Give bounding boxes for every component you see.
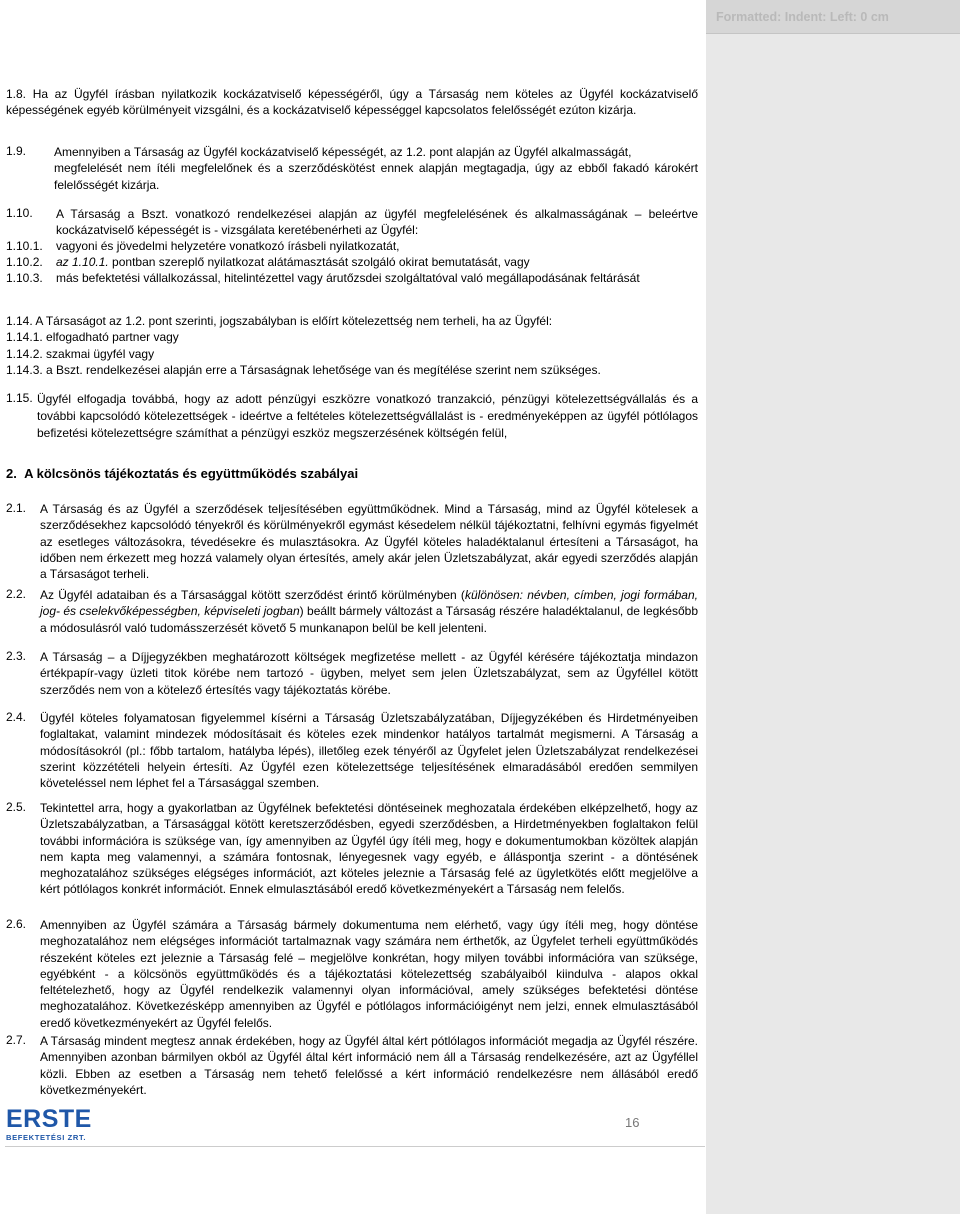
- paragraph-text: Ha az Ügyfél írásban nyilatkozik kockázatviselő képességéről, úgy a Társaság nem köteles az Ügyfél kockázatviselő képességének egyéb körülményeit vizsgálni, és a kockázatviselő képességgel kapcsolatos felelősségét ezúton kizárja.: [6, 87, 698, 118]
- paragraph-line: 1.14. A Társaságot az 1.2. pont szerinti, jogszabályban is előírt kötelezettség nem terheli, ha az Ügyfél:: [6, 314, 553, 328]
- paragraph-text: Az Ügyfél adataiban és a Társasággal kötött szerződést érintő körülményben (: [40, 588, 465, 602]
- logo-subtitle: BEFEKTETÉSI ZRT.: [6, 1133, 87, 1142]
- paragraph-2-5: [40, 800, 698, 898]
- paragraph-number: 2.3.: [6, 649, 27, 663]
- paragraph-text: megfelelését nem ítéli megfelelőnek és a szerződéskötést ennek alapján megtagadja, úgy az ebből fakadó károkért felelősségét kizárja.: [54, 161, 698, 192]
- section-heading: [6, 466, 358, 481]
- paragraph-text: Ügyfél elfogadja továbbá, hogy az adott pénzügyi eszközre vonatkozó tranzakció, pénzügyi kötelezettségvállalás és a további kapcsolódó kötelezettségek - ideértve a feltételes kötelezettségvállalást is - eredményeképpen az ügyfél pótlólagos befizetési kötelezettségre számíthat a pénzügyi eszköz megszerzésének költségén felül,: [37, 392, 698, 440]
- paragraph-number: 2.6.: [6, 917, 27, 931]
- list-item-number: 1.10.3.: [6, 271, 43, 285]
- list-item-reference: az 1.10.1.: [56, 255, 109, 269]
- paragraph-text: A Társaság a Bszt. vonatkozó rendelkezései alapján az ügyfél megfelelésének és alkalmasságának – beleértve kockázatviselő képességét is - vizsgálata keretébenérheti az Ügyfél:: [56, 207, 698, 238]
- paragraph-number: 2.2.: [6, 587, 27, 601]
- list-item: [6, 238, 706, 254]
- paragraph-italic-text: különösen: névben, címben, jogi formában, jog- és cselekvőképességben, képviseleti jogban: [40, 588, 698, 619]
- paragraph-2-4: [40, 710, 698, 791]
- paragraph-number: 2.7.: [6, 1033, 27, 1047]
- paragraph-number: 1.10.: [6, 206, 33, 220]
- paragraph-text: Amennyiben az Ügyfél számára a Társaság bármely dokumentuma nem elérhető, vagy úgy ítéli meg, hogy döntése meghozatalához nem elégséges információt tartalmaznak vagy számára nem érthetők, az Ügyfelet terheli együttműködés részeként köteles ezt jeleznie a Társaság felé – megjelölve konkrétan, hogy milyen további információra van szüksége, egyébként - a kölcsönös együttműködés és a tájékoztatási kötelezettség szabályaiból kiindulva - alapos okkal feltételezhető, hogy az Ügyfél rendelkezik valamennyi olyan információval, amely szükséges befektetési döntése meghozatalához. Következésképp amennyiben az Ügyfél e pótlólagos információigényt nem jelzi, ennek elmulasztásából eredő következményekért az Ügyfél felelős.: [40, 918, 698, 1030]
- paragraph-1-14: [6, 313, 706, 378]
- paragraph-line: 1.14.3. a Bszt. rendelkezései alapján erre a Társaságnak lehetősége van és megítélése szerint nem szükséges.: [6, 362, 601, 377]
- paragraph-1-8: [6, 86, 698, 119]
- paragraph-1-10: [56, 206, 698, 239]
- page-bottom-divider: [5, 1146, 705, 1147]
- list-item-text: pontban szereplő nyilatkozat alátámasztását szolgáló okirat bemutatását, vagy: [108, 255, 530, 269]
- paragraph-number: 1.15.: [6, 391, 33, 405]
- paragraph-number: 2.4.: [6, 710, 27, 724]
- paragraph-text: Tekintettel arra, hogy a gyakorlatban az Ügyfélnek befektetési döntéseinek meghozatala érdekében elképzelhető, hogy az Üzletszabályzatban, a Társasággal kötött keretszerződésben, egyedi szerződésben, a Hirdetményekben foglaltakon felül további információra is szüksége van, így amennyiben az Ügyfél úgy ítéli meg, hogy e dokumentumokban közöltek alapján nem kapta meg valamennyi, a számára fontosnak, lényegesnek vagy egyéb, e álláspontja szerint - a döntésének meghozatalához szükséges elégséges információt, azt köteles jeleznie a Társaság felé az ügyletkötés előtt megjelölve a kért pótlólagos konkrét információt. Ennek elmulasztásából eredő következményekért a Társaság nem felelős.: [40, 801, 698, 897]
- erste-logo: [6, 1106, 90, 1142]
- formatting-balloon: Formatted: Indent: Left: 0 cm: [706, 0, 960, 34]
- comment-sidebar: [706, 0, 960, 1214]
- paragraph-first-line: Amennyiben a Társaság az Ügyfél kockázatviselő képességét, az 1.2. pont alapján az Ügyfél alkalmasságát,: [54, 145, 632, 159]
- paragraph-2-6: [40, 917, 698, 1031]
- paragraph-number: 2.5.: [6, 800, 27, 814]
- paragraph-number: 1.9.: [6, 144, 27, 158]
- paragraph-line: 1.14.1. elfogadható partner vagy: [6, 330, 179, 345]
- list-item-text: más befektetési vállalkozással, hitelintézettel vagy árutőzsdei szolgáltatóval való megállapodásának feltárását: [56, 271, 640, 285]
- section-number: 2.: [6, 466, 17, 481]
- paragraph-1-9: [54, 144, 698, 193]
- section-title: A kölcsönös tájékoztatás és együttműködés szabályai: [24, 466, 359, 481]
- paragraph-2-2: [40, 587, 698, 636]
- logo-wordmark: ERSTE: [6, 1105, 92, 1133]
- paragraph-line: 1.14.2. szakmai ügyfél vagy: [6, 346, 155, 361]
- list-item-number: 1.10.1.: [6, 239, 43, 253]
- paragraph-number: 1.8.: [6, 87, 27, 101]
- paragraph-2-1: [40, 501, 698, 582]
- list-item-text: vagyoni és jövedelmi helyzetére vonatkozó írásbeli nyilatkozatát,: [56, 239, 400, 253]
- paragraph-2-7: [40, 1033, 698, 1098]
- paragraph-text: ) beállt bármely változást a Társaság részére haladéktalanul, de legkésőbb a módosulásról való tudomásszerzését követő 5 munkanapon belül be kell jelenteni.: [40, 604, 698, 635]
- paragraph-text: A Társaság – a Díjjegyzékben meghatározott költségek megfizetése mellett - az Ügyfél kérésére tájékoztatja mindazon értékpapír-vagy üzleti titok körébe nem tartozó - ügyben, melyet sem jelen Üzletszabályzat, sem az Ügyféllel kötött szerződés nem von a kötelező értesítés vagy tájékoztatás körébe.: [40, 650, 698, 697]
- paragraph-1-15: [37, 391, 698, 442]
- list-item: [6, 270, 706, 286]
- paragraph-number: 2.1.: [6, 501, 27, 515]
- paragraph-text: A Társaság és az Ügyfél a szerződések teljesítésében együttműködnek. Mind a Társaság, mind az Ügyfél kötelesek a szerződésekhez kapcsolódó tényekről és körülményekről egymást késedelem nélkül tájékoztatni, felhívni egymás figyelmét az esetleges változásokra, tévedésekre és mulasztásokra. Az Ügyfél köteles haladéktalanul értesíteni a Társaságot, ha időben nem érkezett meg hozzá valamely olyan értesítés, amely akár jelen Üzletszabályzat, akár egyedi szerződés alapján a Társaságot terheli.: [40, 502, 698, 582]
- list-item-number: 1.10.2.: [6, 255, 43, 269]
- paragraph-text: Ügyfél köteles folyamatosan figyelemmel kísérni a Társaság Üzletszabályzatában, Díjjegyzékében és Hirdetményeiben foglaltakat, valamint mindezek módosításait és köteles ezek mindenkor hatályos tartalmát megismerni. A Társaság a módosításokról (pl.: főbb tartalom, hatályba lépés), illetőleg ezek tényéről az Ügyfelet jelen Üzletszabályzat rendelkezései szerint közzétételi helyein értesíti. Az Ügyfél ezen kötelezettsége teljesítésének elmaradásából eredően semmilyen követeléssel nem léphet fel a Társasággal szemben.: [40, 711, 698, 791]
- paragraph-text: A Társaság mindent megtesz annak érdekében, hogy az Ügyfél által kért pótlólagos információt megadja az Ügyfél részére. Amennyiben azonban bármilyen okból az Ügyfél által kért információ nem áll a Társaság rendelkezésére, azt az Ügyféllel közli. Ebben az esetben a Társaság nem tehető felelőssé a kért információ rendelkezésre nem állásából eredő következményekért.: [40, 1034, 698, 1097]
- list-item: [6, 254, 706, 270]
- page-number: 16: [625, 1115, 640, 1130]
- paragraph-2-3: [40, 649, 698, 698]
